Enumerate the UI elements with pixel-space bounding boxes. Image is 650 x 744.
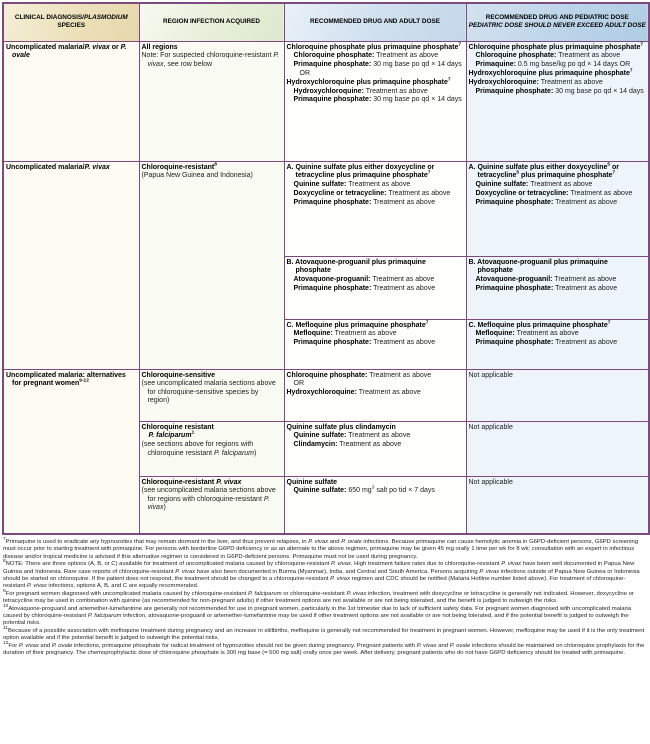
cell-r2b-pediatric-dose: B. Atovaquone-proguanil plus primaquine phosphate Atovaquone-proguanil: Treatment as above Primaquine phosphate: Treatment as above [466,256,649,319]
cell-r3s2-region: Chloroquine resistant P. falciparum$^1$ (see sections above for regions with chloroquine resistant P. falciparum) [139,421,284,476]
footnote-10: $^{10}$Atovaquone-proguanil and artemether-lumefantrine are generally not recommended for use in pregnant women, particularly in the 1st trimester due to lack of sufficient safety data. For pregnant women diagnosed with uncomplicated malaria caused by chloroquine-resistant P. falciparum infection, atovaquone-proguanil or artemether-lumefantrine may be used if other treatment options are not available or are not being tolerated, and if the potential benefit is judged to outweigh the potential risks. [3,603,632,627]
cell-r3s1-pediatric-dose: Not applicable [466,369,649,421]
cell-r2-region: Chloroquine-resistant$^8$ (Papua New Guinea and Indonesia) [139,161,284,369]
header-row [3,3,649,41]
header-region-acquired: REGION INFECTION ACQUIRED [139,3,284,41]
cell-r2c-pediatric-dose: C. Mefloquine plus primaquine phosphate$^7$ Mefloquine: Treatment as above Primaquine phosphate: Treatment as above [466,319,649,369]
cell-r2-diagnosis: Uncomplicated malaria/P. vivax [3,161,139,369]
row-pregnant-sensitive [3,369,649,421]
cell-r3s3-region: Chloroquine-resistant P. vivax (see uncomplicated malaria sections above for regions with chloroquine-resistant P. vivax) [139,476,284,534]
cell-r3s3-adult-dose: Quinine sulfate Quinine sulfate: 650 $mg^3$ salt po tid × 7 days [284,476,466,534]
cell-r1-adult-dose: Chloroquine phosphate plus primaquine phosphate$^7$ Chloroquine phosphate: Treatment as above Primaquine phosphate: 30 mg base po qd × 14 days OR Hydroxychloroquine plus primaquine phosphate$^7$ Hydroxychloroquine: Treatment as above Primaquine phosphate: 30 mg base po qd × 14 days [284,41,466,161]
footnote-9: $^9$For pregnant women diagnosed with uncomplicated malaria caused by chloroquine-resistant P. falciparum or chloroquine-resistant P. vivax infection, treatment with doxycycline or tetracycline is generally not indicated. However, doxycycline or tetracycline may be used in combination with quinine (as recommended for non-pregnant adults) if other treatment options are not available or are not being tolerated, and the benefit is judged to outweigh the risks. [3,588,634,604]
footnote-12: $^{12}$For P. vivax and P. ovale infections, primaquine phosphate for radical treatment of hypnozoites should not be given during pregnancy. Pregnant patients with P. vivax and P. ovale infections should be maintained on chloroquine prophylaxis for the duration of their pregnancy. The chemoprophylactic dose of chloroquine phosphate is 300 mg base (= 500 mg salt) orally once per week. After delivery, pregnant patients who do not have G6PD deficiency should be treated with primaquine. [3,641,645,657]
cell-r2b-adult-dose: B. Atovaquone-proguanil plus primaquine phosphate Atovaquone-proguanil: Treatment as above Primaquine phosphate: Treatment as above [284,256,466,319]
cell-r3s1-region: Chloroquine-sensitive (see uncomplicated malaria sections above for chloroquine-sensitive species by region) [139,369,284,421]
header-clinical-diagnosis: CLINICAL DIAGNOSIS/PLASMODIUM SPECIES [3,3,139,41]
malaria-treatment-table [2,2,650,535]
cell-r3s2-adult-dose: Quinine sulfate plus clindamycin Quinine sulfate: Treatment as above Clindamycin: Treatment as above [284,421,466,476]
cell-r1-region: All regions Note: For suspected chloroquine-resistant P. vivax, see row below [139,41,284,161]
cell-r1-diagnosis: Uncomplicated malaria/P. vivax or P. ovale [3,41,139,161]
footnotes-section [0,535,650,658]
row-vivax-ovale [3,41,649,161]
cell-r3s1-adult-dose: Chloroquine phosphate: Treatment as above OR Hydroxychloroquine: Treatment as above [284,369,466,421]
cell-r3-diagnosis: Uncomplicated malaria: alternatives for pregnant women$^{9-12}$ [3,369,139,534]
cell-r2a-pediatric-dose: A. Quinine sulfate plus either doxycycline$^5$ or tetracycline$^5$ plus primaquine phosphate$^7$ Quinine sulfate: Treatment as above Doxycycline or tetracycline: Treatment as above Primaquine phosphate: Treatment as above [466,161,649,256]
cell-r2c-adult-dose: C. Mefloquine plus primaquine phosphate$^7$ Mefloquine: Treatment as above Primaquine phosphate: Treatment as above [284,319,466,369]
cell-r3s3-pediatric-dose: Not applicable [466,476,649,534]
cell-r3s2-pediatric-dose: Not applicable [466,421,649,476]
footnote-7: $^7$Primaquine is used to eradicate any hypnozoites that may remain dormant in the liver, and thus prevent relapses, in P. vivax and P. ovale infections. Because primaquine can cause hemolytic anemia in G6PD-deficient persons, G6PD screening must occur prior to starting treatment with primaquine. For persons with borderline G6PD deficiency or as an alternate to the above regimen, primaquine may be given 45 mg orally 1 time per wk for 8 wk; consultation with an expert in infectious disease and/or tropical medicine is advised if this alternative regimen is considered in G6PD-deficient persons. Primaquine must not be used during pregnancy. [3,537,639,560]
footnote-11: $^{11}$Because of a possible association with mefloquine treatment during pregnancy and an increase in stillbirths, mefloquine is generally not recommended for treatment in pregnant women. However, mefloquine may be used if it is the only treatment option available and if the potential benefit is judged to outweigh the potential risks. [3,626,645,642]
footnote-8: $^8$NOTE: There are three options (A, B, or C) available for treatment of uncomplicated malaria caused by chloroquine-resistant P. vivax. High treatment failure rates due to chloroquine-resistant P. vivax have been well documented in Papua New Guinea and Indonesia. Rare case reports of chloroquine-resistant P. vivax have also been documented in Burma (Myanmar), India, and Central and South America. Persons acquiring P. vivax infections outside of Papua New Guinea or Indonesia should be started on chloroquine. If the patient does not respond, the treatment should be changed to a chloroquine-resistant P. vivax regimen and CDC should be notified (Malaria Hotline number listed above). For treatment of chloroquine-resistant P. vivax infections, options A, B, and C are equally recommended. [3,559,640,589]
cell-r1-pediatric-dose: Chloroquine phosphate plus primaquine phosphate$^7$ Chloroquine phosphate: Treatment as above Primaquine: 0.5 mg base/kg po qd × 14 days OR Hydroxychloroquine plus primaquine phosphate$^7$ Hydroxychloroquine: Treatment as above Primaquine phosphate: 30 mg base po qd × 14 days [466,41,649,161]
cell-r2a-adult-dose: A. Quinine sulfate plus either doxycycline or tetracycline plus primaquine phosphate$^7$ Quinine sulfate: Treatment as above Doxycycline or tetracycline: Treatment as above Primaquine phosphate: Treatment as above [284,161,466,256]
header-pediatric-dose: RECOMMENDED DRUG AND PEDIATRIC DOSE PEDIATRIC DOSE SHOULD NEVER EXCEED ADULT DOSE [466,3,649,41]
header-adult-dose: RECOMMENDED DRUG AND ADULT DOSE [284,3,466,41]
row-chloroquine-resistant-a [3,161,649,256]
